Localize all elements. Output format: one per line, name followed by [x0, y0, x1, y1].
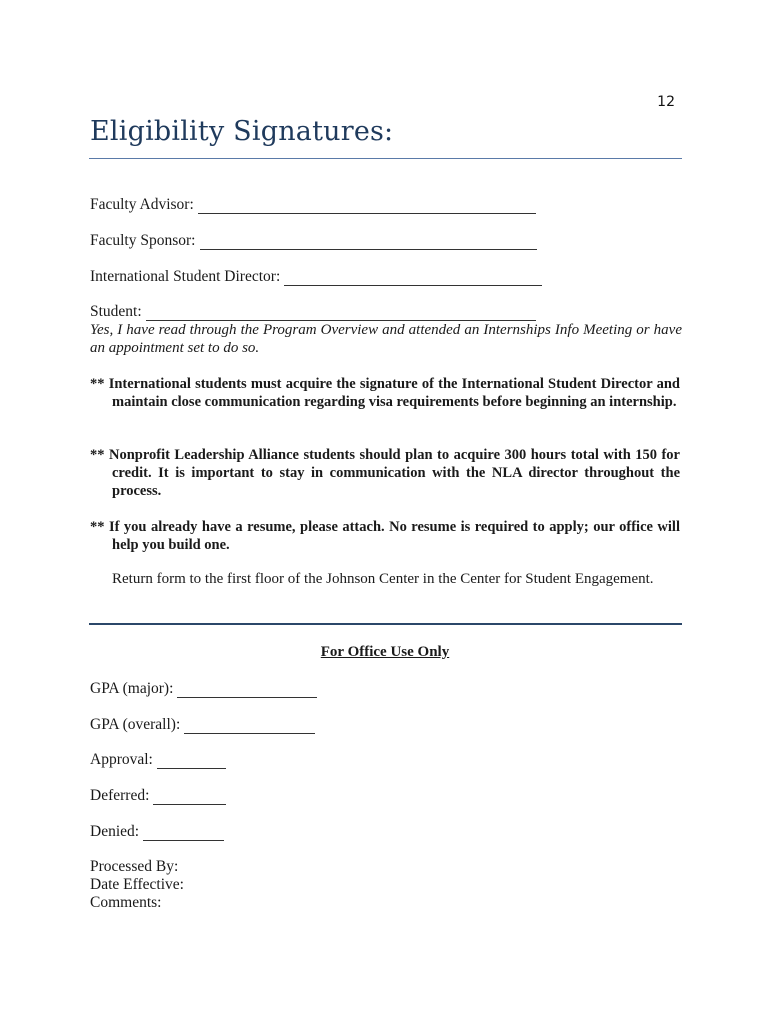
denied-row: [90, 823, 224, 841]
intl-director-row: [90, 268, 542, 286]
deferred-label: Deferred:: [90, 787, 150, 804]
denied-line[interactable]: [143, 828, 224, 841]
denied-label: Denied:: [90, 823, 140, 840]
note-nla: ** Nonprofit Leadership Alliance students should plan to acquire 300 hours total with 150 for credit. It is important to stay in communication with the NLA director throughout the process.: [90, 447, 680, 499]
page-number: 12: [657, 94, 675, 110]
office-use-title: For Office Use Only: [320, 644, 450, 660]
approval-label: Approval:: [90, 751, 153, 768]
faculty-sponsor-signature-line[interactable]: [200, 237, 537, 250]
faculty-advisor-row: [90, 196, 536, 214]
deferred-row: [90, 787, 226, 805]
student-attestation: Yes, I have read through the Program Overview and attended an Internships Info Meeting or have an appointment set to do so.: [90, 322, 682, 356]
faculty-advisor-label: Faculty Advisor:: [90, 196, 194, 213]
intl-director-label: International Student Director:: [90, 268, 281, 285]
faculty-sponsor-label: Faculty Sponsor:: [90, 232, 196, 249]
intl-director-signature-line[interactable]: [284, 273, 542, 286]
gpa-major-row: [90, 680, 317, 698]
processed-by-label: Processed By:: [90, 858, 179, 875]
note-resume: ** If you already have a resume, please attach. No resume is required to apply; our office will help you build one.: [90, 519, 680, 553]
student-label: Student:: [90, 303, 142, 320]
date-effective-label: Date Effective:: [90, 876, 184, 893]
comments-label: Comments:: [90, 894, 162, 911]
note-international: ** International students must acquire the signature of the International Student Director and maintain close communication regarding visa requirements before beginning an internship.: [90, 376, 680, 410]
approval-line[interactable]: [157, 756, 226, 769]
gpa-overall-row: [90, 716, 315, 734]
faculty-sponsor-row: [90, 232, 537, 250]
gpa-major-label: GPA (major):: [90, 680, 174, 697]
student-row: [90, 303, 536, 321]
page-title: Eligibility Signatures:: [90, 116, 394, 147]
office-divider: [89, 623, 682, 625]
gpa-overall-label: GPA (overall):: [90, 716, 181, 733]
heading-divider: [89, 158, 682, 159]
approval-row: [90, 751, 226, 769]
gpa-overall-line[interactable]: [184, 721, 315, 734]
faculty-advisor-signature-line[interactable]: [198, 201, 536, 214]
deferred-line[interactable]: [153, 792, 226, 805]
student-signature-line[interactable]: [146, 308, 536, 321]
return-instructions: Return form to the first floor of the Johnson Center in the Center for Student Engagement.: [112, 571, 654, 587]
gpa-major-line[interactable]: [177, 685, 317, 698]
